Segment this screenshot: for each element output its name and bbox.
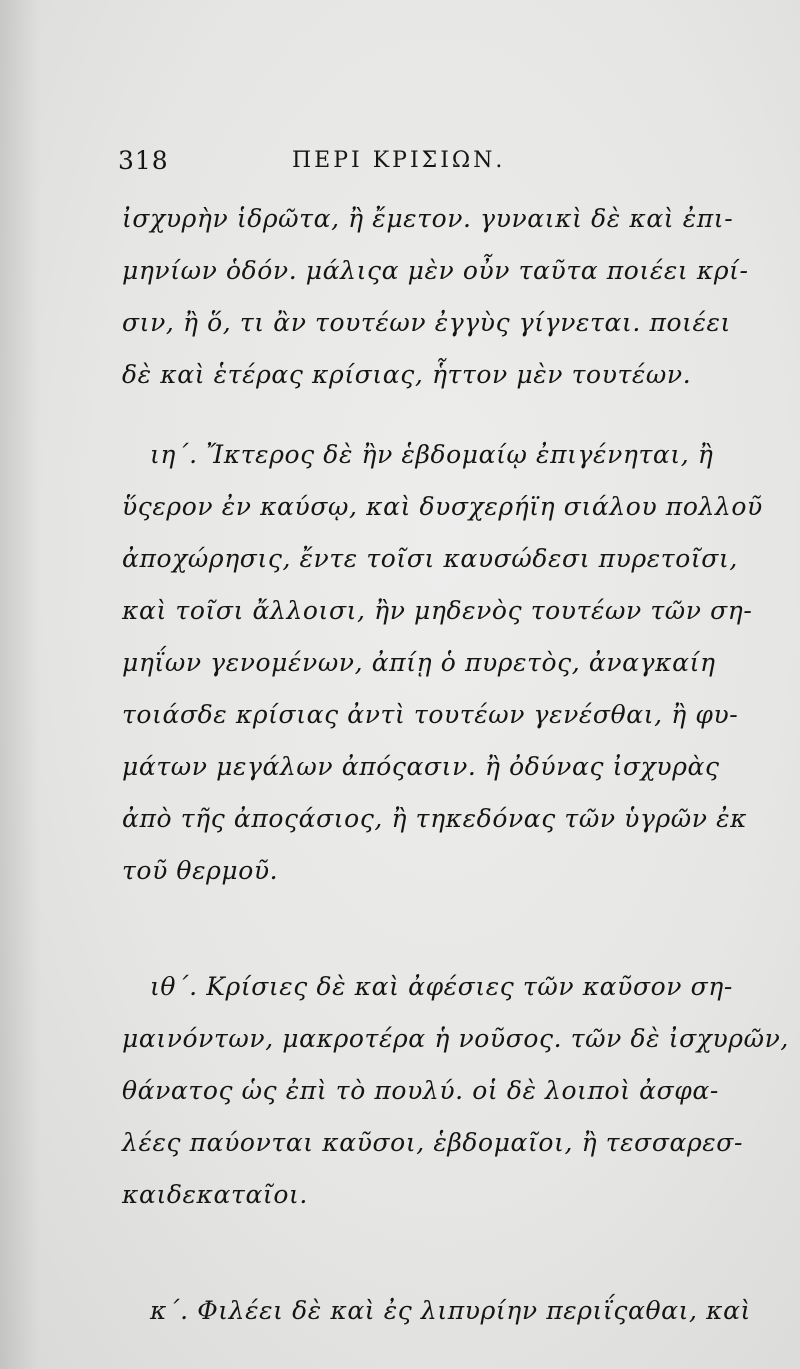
text-line: σιν, ἢ ὅ, τι ἂν τουτέων ἐγγὺς γίγνεται. ποιέει (122, 308, 731, 337)
page-header (118, 146, 538, 178)
text-line: δὲ καὶ ἑτέρας κρίσιας, ἧττον μὲν τουτέων. (122, 360, 692, 389)
page-number: 318 (118, 146, 169, 175)
body-text (122, 193, 789, 1337)
text-line: κ΄. Φιλέει δὲ καὶ ἐς λιπυρίην περιΐςαθαι, καὶ (150, 1296, 751, 1325)
text-line: λέες παύονται καῦσοι, ἑβδομαῖοι, ἢ τεσσαρεσ- (122, 1128, 743, 1157)
text-line: καὶ τοῖσι ἄλλοισι, ἢν μηδενὸς τουτέων τῶν ση- (122, 596, 753, 625)
text-line: μηΐων γενομένων, ἀπίῃ ὁ πυρετὸς, ἀναγκαίη (122, 648, 716, 677)
page-gutter-shadow (0, 0, 40, 1369)
text-line: ὕςερον ἐν καύσῳ, καὶ δυσχερήϊη σιάλου πολλοῦ (122, 492, 763, 521)
text-line: καιδεκαταῖοι. (122, 1180, 308, 1209)
text-line: ἀποχώρησις, ἔντε τοῖσι καυσώδεσι πυρετοῖσι, (122, 544, 738, 573)
text-line: ιθ΄. Κρίσιες δὲ καὶ ἀφέσιες τῶν καῦσον ση- (150, 972, 733, 1001)
text-line: ιη΄. Ἴκτερος δὲ ἢν ἑβδομαίῳ ἐπιγένηται, ἢ (150, 440, 714, 469)
text-line: τοῦ θερμοῦ. (122, 856, 279, 885)
paragraph-gap (122, 401, 712, 429)
text-line: μηνίων ὁδόν. μάλιςα μὲν οὖν ταῦτα ποιέει κρί- (122, 256, 749, 285)
paragraph-gap (122, 1221, 712, 1285)
running-head: ΠΕΡΙ ΚΡΙΣΙΩΝ. (292, 148, 506, 173)
text-line: τοιάσδε κρίσιας ἀντὶ τουτέων γενέσθαι, ἢ φυ- (122, 700, 739, 729)
text-line: μαινόντων, μακροτέρα ἡ νοῦσος. τῶν δὲ ἰσχυρῶν, (122, 1024, 789, 1053)
text-line: ἀπὸ τῆς ἀποςάσιος, ἢ τηκεδόνας τῶν ὑγρῶν ἐκ (122, 804, 748, 833)
text-line: ἰσχυρὴν ἱδρῶτα, ἢ ἔμετον. γυναικὶ δὲ καὶ ἐπι- (122, 204, 734, 233)
text-line: μάτων μεγάλων ἀπόςασιν. ἢ ὀδύνας ἰσχυρὰς (122, 752, 720, 781)
paragraph-gap (122, 897, 712, 961)
text-line: θάνατος ὡς ἐπὶ τὸ πουλύ. οἱ δὲ λοιποὶ ἀσφα- (122, 1076, 719, 1105)
